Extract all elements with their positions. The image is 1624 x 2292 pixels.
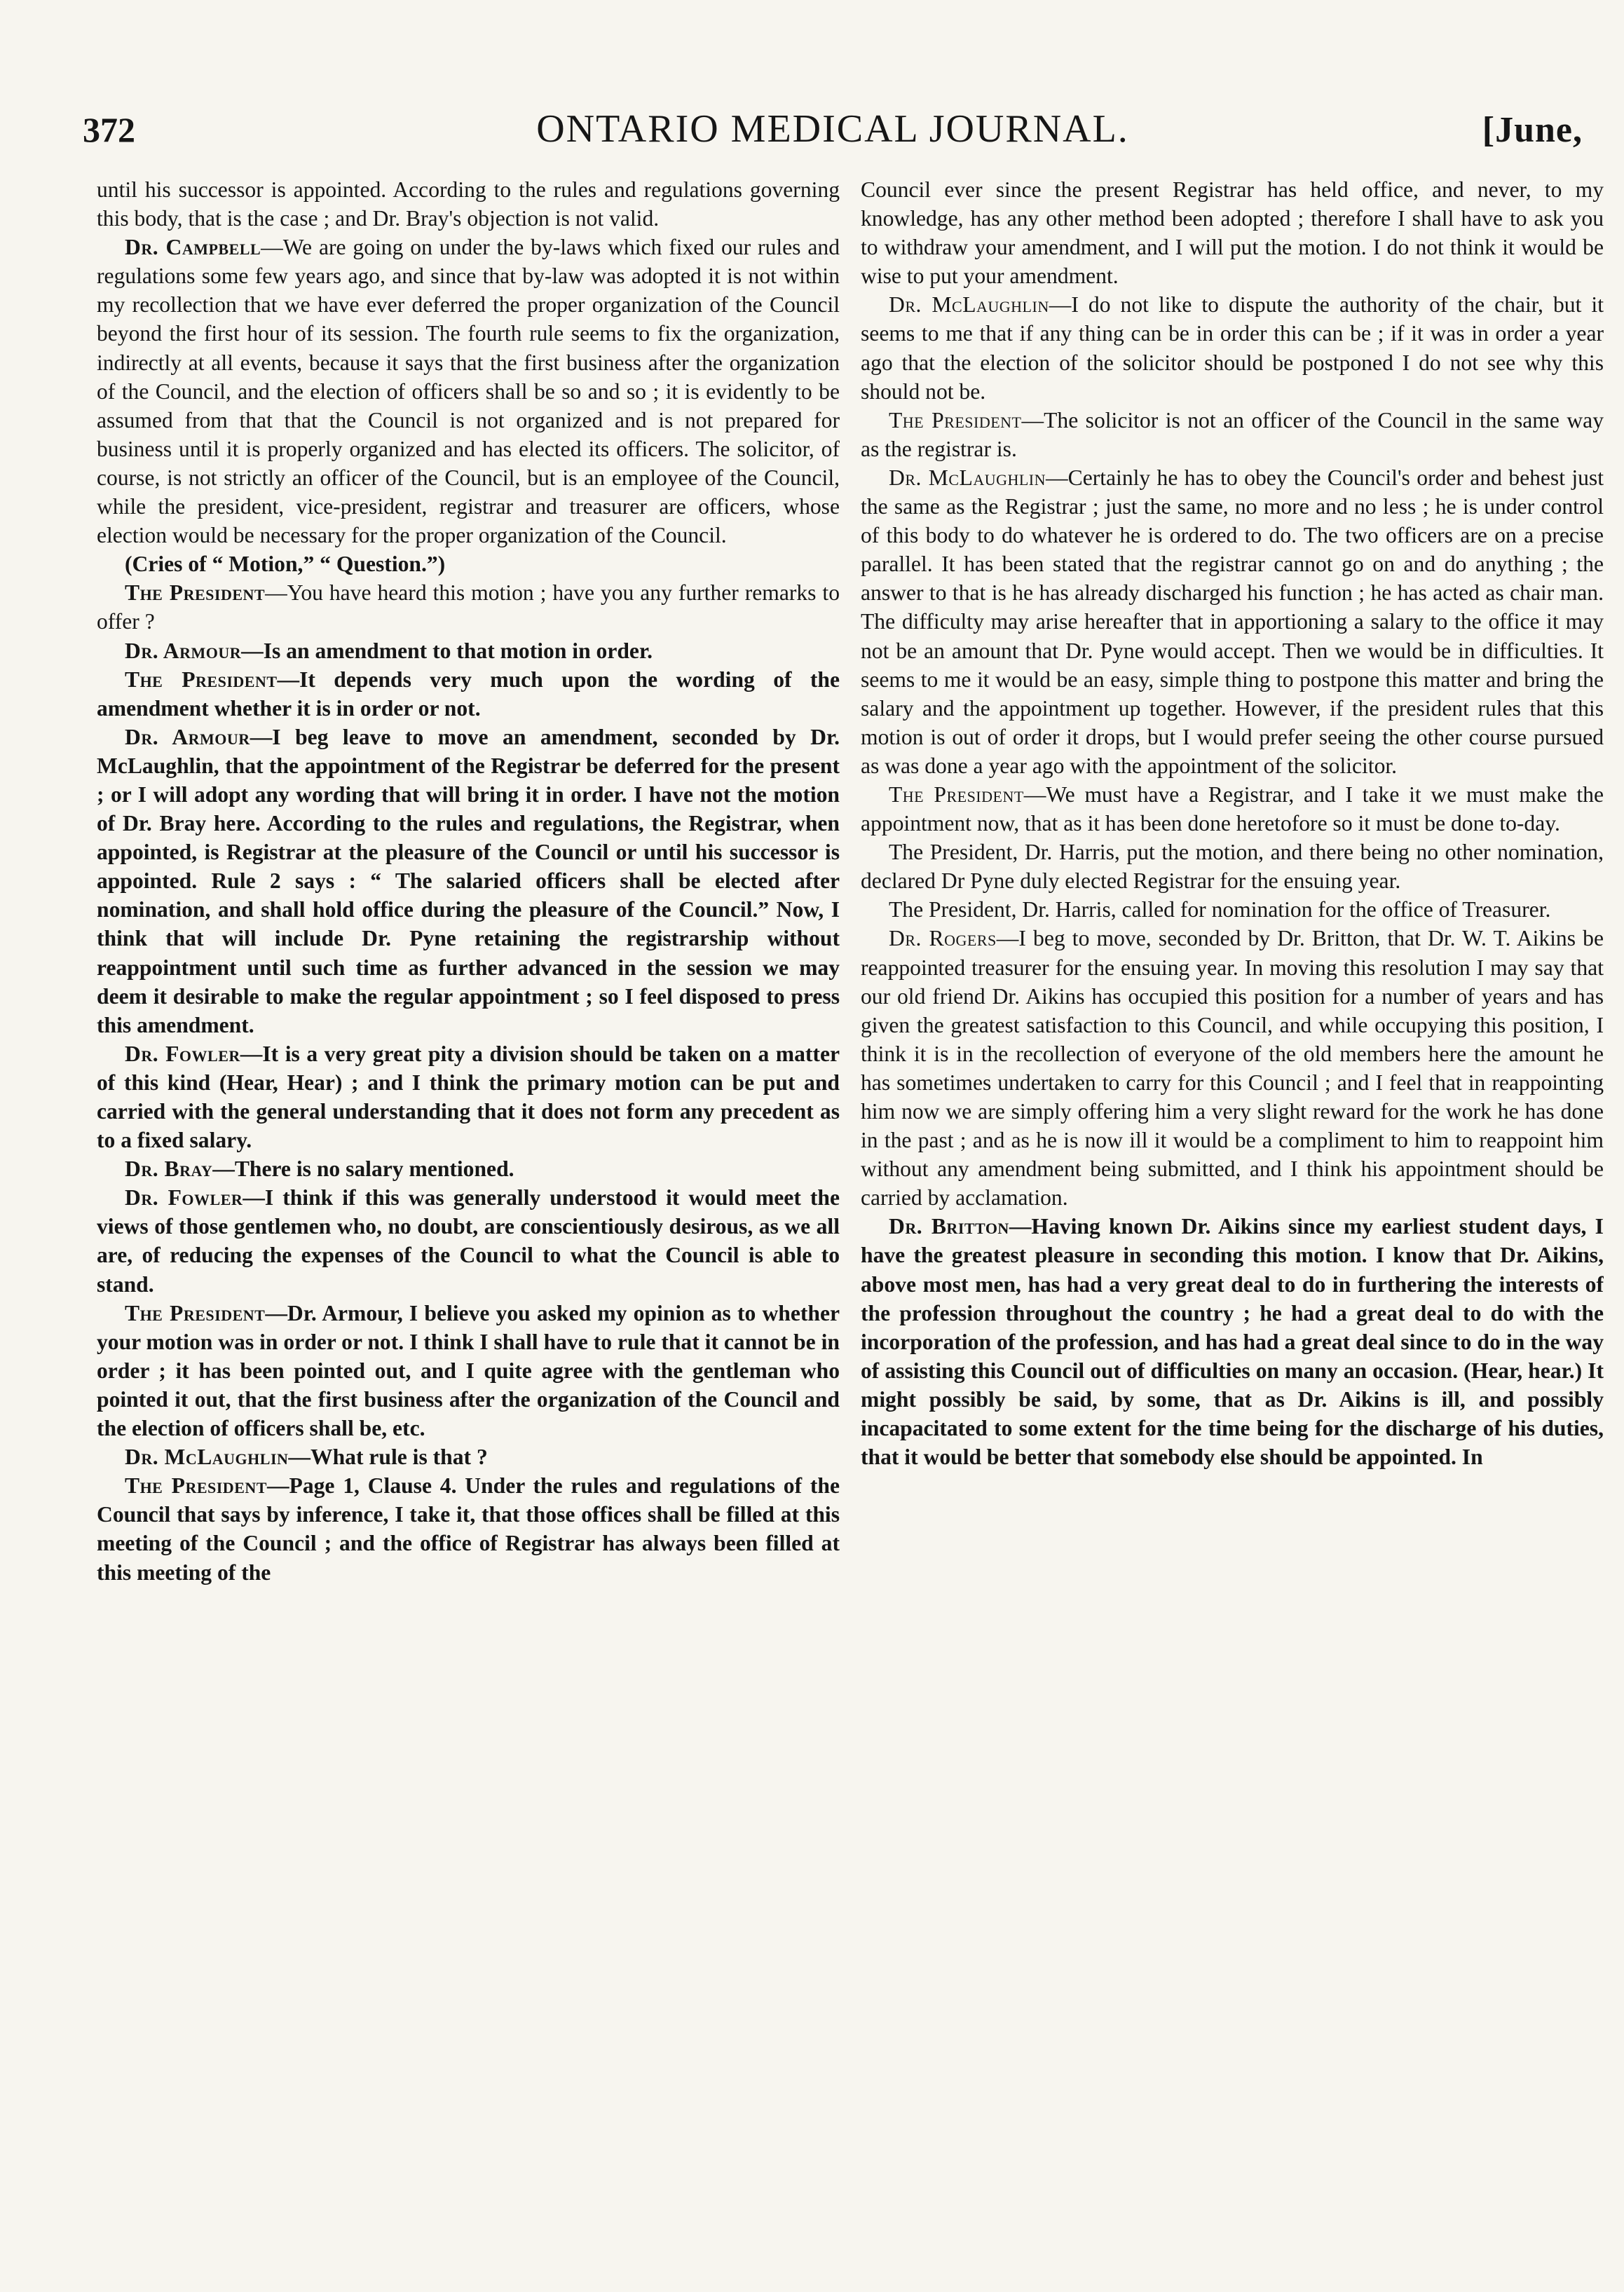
speaker-name: The President [125, 1473, 267, 1499]
paragraph: The President—It depends very much upon the wording of the amendment whether it is in order or not. [97, 667, 840, 721]
paragraph-text: Certainly he has to obey the Council's order and behest just the same as the Registrar ; just the same, no more and no less ; he is under control of this body to do whatever he is ordered to do. The two officers are on a precise parallel. It has been stated that the registrar cannot go on and do anything ; the answer to that is he has already discharged his function ; he has acted as chair man. The difficulty may arise hereafter that in apportioning a salary to the office it may not be an amount that Dr. Pyne would accept. Then we would be in difficulties. It seems to me it would be an easy, simple thing to postpone this matter and bring the salary and the appointment up together. However, if the president rules that this motion is out of order it drops, but I would prefer seeing the other course pursued as was done a year ago with the appointment of the solicitor. [861, 465, 1604, 778]
paragraph-text: You have heard this motion ; have you any further remarks to offer ? [97, 580, 840, 634]
speaker-name: Dr. Britton [889, 1214, 1009, 1239]
paragraph: Dr. Rogers—I beg to move, seconded by Dr. Britton, that Dr. W. T. Aikins be reappointed treasurer for the ensuing year. In moving this resolution I may say that our old friend Dr. Aikins has occupied this position for a number of years and has given the greatest satisfaction to this Council, and while occupying this position, I think it is in the recollection of everyone of the old members here the amount he has sometimes undertaken to carry for this Council ; and I feel that in reappointing him now we are simply offering him a very slight reward for the work he has done in the past ; and as he is now ill it would be a compliment to him to reappoint him without any amendment being submitted, and I think his appointment should be carried by acclamation. [861, 926, 1604, 1210]
paragraph-text: I beg to move, seconded by Dr. Britton, that Dr. W. T. Aikins be reappointed treasurer for the ensuing year. In moving this resolution I may say that our old friend Dr. Aikins has occupied this position for a number of years and has given the greatest satisfaction to this Council, and while occupying this position, I think it is in the recollection of everyone of the old members here the amount he has sometimes undertaken to carry for this Council ; and I feel that in reappointing him now we are simply offering him a very slight reward for the work he has done in the past ; and as he is now ill it would be a compliment to him to reappoint him without any amendment being submitted, and I think his appointment should be carried by acclamation. [861, 926, 1604, 1210]
speaker-name: The President [125, 580, 266, 606]
journal-title: ONTARIO MEDICAL JOURNAL. [536, 107, 1129, 151]
paragraph: The President—The solicitor is not an officer of the Council in the same way as the registrar is. [861, 407, 1604, 461]
paragraph-text: Dr. Armour, I believe you asked my opinion as to whether your motion was in order or not. I think I shall have to rule that it cannot be in order ; it has been pointed out, and I quite agree with the gentleman who pointed it out, that the first business after the organization of the Council and the election of officers shall be, etc. [97, 1300, 840, 1441]
paragraph-text: The President, Dr. Harris, put the motion, and there being no other nomination, declared Dr Pyne duly elected Registrar for the ensuing year. [861, 840, 1604, 894]
paragraph-text: Council ever since the present Registrar has held office, and never, to my knowledge, has any other method been adopted ; therefore I shall have to ask you to withdraw your amendment, and I will put the motion. I do not think it would be wise to put your amendment. [861, 177, 1604, 289]
paragraph [861, 175, 1604, 290]
page-header [83, 104, 1583, 160]
paragraph: Dr. Armour—I beg leave to move an amendment, seconded by Dr. McLaughlin, that the appointment of the Registrar be deferred for the present ; or I will adopt any wording that will bring it in order. I have not the motion of Dr. Bray here. According to the rules and regulations, the Registrar, when appointed, is Registrar at the pleasure of the Council or until his successor is appointed. Rule 2 says : “ The salaried officers shall be elected after nomination, and shall hold office during the pleasure of the Council.” Now, I think that will include Dr. Pyne retaining the registrarship without reappointment until such time as further advanced in the session we may deem it desirable to make the regular appointment ; so I feel disposed to press this amendment. [97, 724, 840, 1037]
speaker-name: Dr. Armour [125, 638, 242, 663]
paragraph-text: (Cries of “ Motion,” “ Question.”) [125, 552, 446, 577]
speaker-name: The President [125, 667, 278, 692]
paragraph: Dr. Fowler—I think if this was generally understood it would meet the views of those gentlemen who, no doubt, are conscientiously desirous, as we all are, of reducing the expenses of the Council to what the Council is able to stand. [97, 1185, 840, 1297]
paragraph-text: We must have a Registrar, and I take it we must make the appointment now, that as it has been done heretofore so it must be done to-day. [861, 782, 1604, 836]
speaker-name: The President [889, 782, 1024, 807]
paragraph: Dr. McLaughlin—I do not like to dispute the authority of the chair, but it seems to me that if any thing can be in order this can be ; if it was in order a year ago that the election of the solicitor should be postponed I do not see why this should not be. [861, 292, 1604, 404]
paragraph-text: It depends very much upon the wording of the amendment whether it is in order or not. [97, 667, 840, 721]
paragraph-text: Having known Dr. Aikins since my earliest student days, I have the greatest pleasure in seconding this motion. I know that Dr. Aikins, above most men, has had a very great deal to do in furthering the interests of the profession throughout the country ; he had a great deal to do with the incorporation of the profession, and has had a great deal since to do in the way of assisting this Council out of difficulties on many an occasion. (Hear, hear.) It might possibly be said, by some, that as Dr. Aikins is ill, and possibly incapacitated to some extent for the time being for the discharge of his duties, that it would be better that somebody else should be appointed. In [861, 1214, 1604, 1470]
speaker-name: The President [889, 407, 1022, 432]
speaker-name: Dr. Fowler [125, 1041, 240, 1066]
paragraph-text: Page 1, Clause 4. Under the rules and regulations of the Council that says by inference, I take it, that those offices shall be filled at this meeting of the Council ; and the office of Registrar has always been filled at this meeting of the [97, 1473, 840, 1585]
paragraph-text: It is a very great pity a division should be taken on a matter of this kind (Hear, Hear) ; and I think the primary motion can be put and carried with the general understanding that it does not form any precedent as to a fixed salary. [97, 1041, 840, 1153]
speaker-name: The President [125, 1300, 266, 1325]
paragraph: Dr. Bray—There is no salary mentioned. [125, 1157, 514, 1182]
paragraph-text: There is no salary mentioned. [234, 1157, 514, 1182]
paragraph: Dr. Britton—Having known Dr. Aikins since my earliest student days, I have the greatest pleasure in seconding this motion. I know that Dr. Aikins, above most men, has had a very great deal to do in furthering the interests of the profession throughout the country ; he had a great deal to do with the incorporation of the profession, and has had a great deal since to do in the way of assisting this Council out of difficulties on many an occasion. (Hear, hear.) It might possibly be said, by some, that as Dr. Aikins is ill, and possibly incapacitated to some extent for the time being for the discharge of his duties, that it would be better that somebody else should be appointed. In [861, 1214, 1604, 1470]
speaker-name: Dr. Rogers [889, 926, 997, 951]
paragraph-text: The President, Dr. Harris, called for nomination for the office of Treasurer. [889, 897, 1551, 922]
paragraph: Dr. Armour—Is an amendment to that motion in order. [125, 638, 653, 663]
speaker-name: Dr. McLaughlin [889, 292, 1049, 318]
paragraph-text: The solicitor is not an officer of the Council in the same way as the registrar is. [861, 407, 1604, 461]
paragraph: Dr. Fowler—It is a very great pity a division should be taken on a matter of this kind (Hear, Hear) ; and I think the primary motion can be put and carried with the general understanding that it does not form any precedent as to a fixed salary. [97, 1041, 840, 1153]
paragraph-text: I think if this was generally understood it would meet the views of those gentlemen who, no doubt, are conscientiously desirous, as we all are, of reducing the expenses of the Council to what the Council is able to stand. [97, 1185, 840, 1297]
speaker-name: Dr. Campbell [125, 235, 261, 260]
page-number: 372 [83, 110, 135, 149]
paragraph: Dr. McLaughlin—What rule is that ? [125, 1445, 488, 1470]
speaker-name: Dr. McLaughlin [889, 465, 1046, 490]
paragraph-text: I beg leave to move an amendment, seconded by Dr. McLaughlin, that the appointment of the Registrar be deferred for the present ; or I will adopt any wording that will bring it in order. I have not the motion of Dr. Bray here. According to the rules and regulations, the Registrar, when appointed, is Registrar at the pleasure of the Council or until his successor is appointed. Rule 2 says : “ The salaried officers shall be elected after nomination, and shall hold office during the pleasure of the Council.” Now, I think that will include Dr. Pyne retaining the registrarship without reappointment until such time as further advanced in the session we may deem it desirable to make the regular appointment ; so I feel disposed to press this amendment. [97, 724, 840, 1037]
paragraph: The President—You have heard this motion ; have you any further remarks to offer ? [97, 580, 840, 634]
issue-month: [June, [1482, 110, 1583, 150]
paragraph: The President—We must have a Registrar, and I take it we must make the appointment now, that as it has been done heretofore so it must be done to-day. [861, 782, 1604, 836]
paragraph-text: I do not like to dispute the authority of the chair, but it seems to me that if any thing can be in order this can be ; if it was in order a year ago that the election of the solicitor should be postponed I do not see why this should not be. [861, 292, 1604, 404]
speaker-name: Dr. Armour [125, 724, 250, 749]
paragraph [97, 175, 840, 233]
paragraph: The President—Page 1, Clause 4. Under the rules and regulations of the Council that says by inference, I take it, that those offices shall be filled at this meeting of the Council ; and the office of Registrar has always been filled at this meeting of the [97, 1473, 840, 1585]
left-column [97, 175, 840, 2229]
paragraph-text: What rule is that ? [311, 1445, 488, 1470]
paragraph-text: until his successor is appointed. According to the rules and regulations governing this body, that is the case ; and Dr. Bray's objection is not valid. [97, 177, 840, 231]
paragraph-text: We are going on under the by-laws which fixed our rules and regulations some few years ago, and since that by-law was adopted it is not within my recollection that we have ever deferred the proper organization of the Council beyond the first hour of its session. The fourth rule seems to fix the organization, indirectly at all events, because it says that the first business after the organization of the Council, and the election of officers shall be so and so ; it is evidently to be assumed from that that the Council is not organized and is not prepared for business until it is properly organized and has elected its officers. The solicitor, of course, is not strictly an officer of the Council, but is an employee of the Council, while the president, vice-president, registrar and treasurer are officers, whose election would be necessary for the proper organization of the Council. [97, 235, 840, 548]
right-column [861, 175, 1604, 2229]
paragraph-text: Is an amendment to that motion in order. [263, 638, 653, 663]
speaker-name: Dr. McLaughlin [125, 1445, 289, 1470]
paragraph [97, 550, 840, 578]
paragraph [861, 895, 1604, 924]
paragraph: Dr. McLaughlin—Certainly he has to obey the Council's order and behest just the same as the Registrar ; just the same, no more and no less ; he is under control of this body to do whatever he is ordered to do. The two officers are on a precise parallel. It has been stated that the registrar cannot go on and do anything ; the answer to that is he has already discharged his function ; he has acted as chair man. The difficulty may arise hereafter that in apportioning a salary to the office it may not be an amount that Dr. Pyne would accept. Then we would be in difficulties. It seems to me it would be an easy, simple thing to postpone this matter and bring the salary and the appointment up together. However, if the president rules that this motion is out of order it drops, but I would prefer seeing the other course pursued as was done a year ago with the appointment of the solicitor. [861, 465, 1604, 778]
paragraph: Dr. Campbell—We are going on under the by-laws which fixed our rules and regulations some few years ago, and since that by-law was adopted it is not within my recollection that we have ever deferred the proper organization of the Council beyond the first hour of its session. The fourth rule seems to fix the organization, indirectly at all events, because it says that the first business after the organization of the Council, and the election of officers shall be so and so ; it is evidently to be assumed from that that the Council is not organized and is not prepared for business until it is properly organized and has elected its officers. The solicitor, of course, is not strictly an officer of the Council, but is an employee of the Council, while the president, vice-president, registrar and treasurer are officers, whose election would be necessary for the proper organization of the Council. [97, 235, 840, 548]
paragraph: The President—Dr. Armour, I believe you asked my opinion as to whether your motion was in order or not. I think I shall have to rule that it cannot be in order ; it has been pointed out, and I quite agree with the gentleman who pointed it out, that the first business after the organization of the Council and the election of officers shall be, etc. [97, 1300, 840, 1441]
paragraph [861, 838, 1604, 895]
speaker-name: Dr. Bray [125, 1157, 213, 1182]
speaker-name: Dr. Fowler [125, 1185, 243, 1210]
